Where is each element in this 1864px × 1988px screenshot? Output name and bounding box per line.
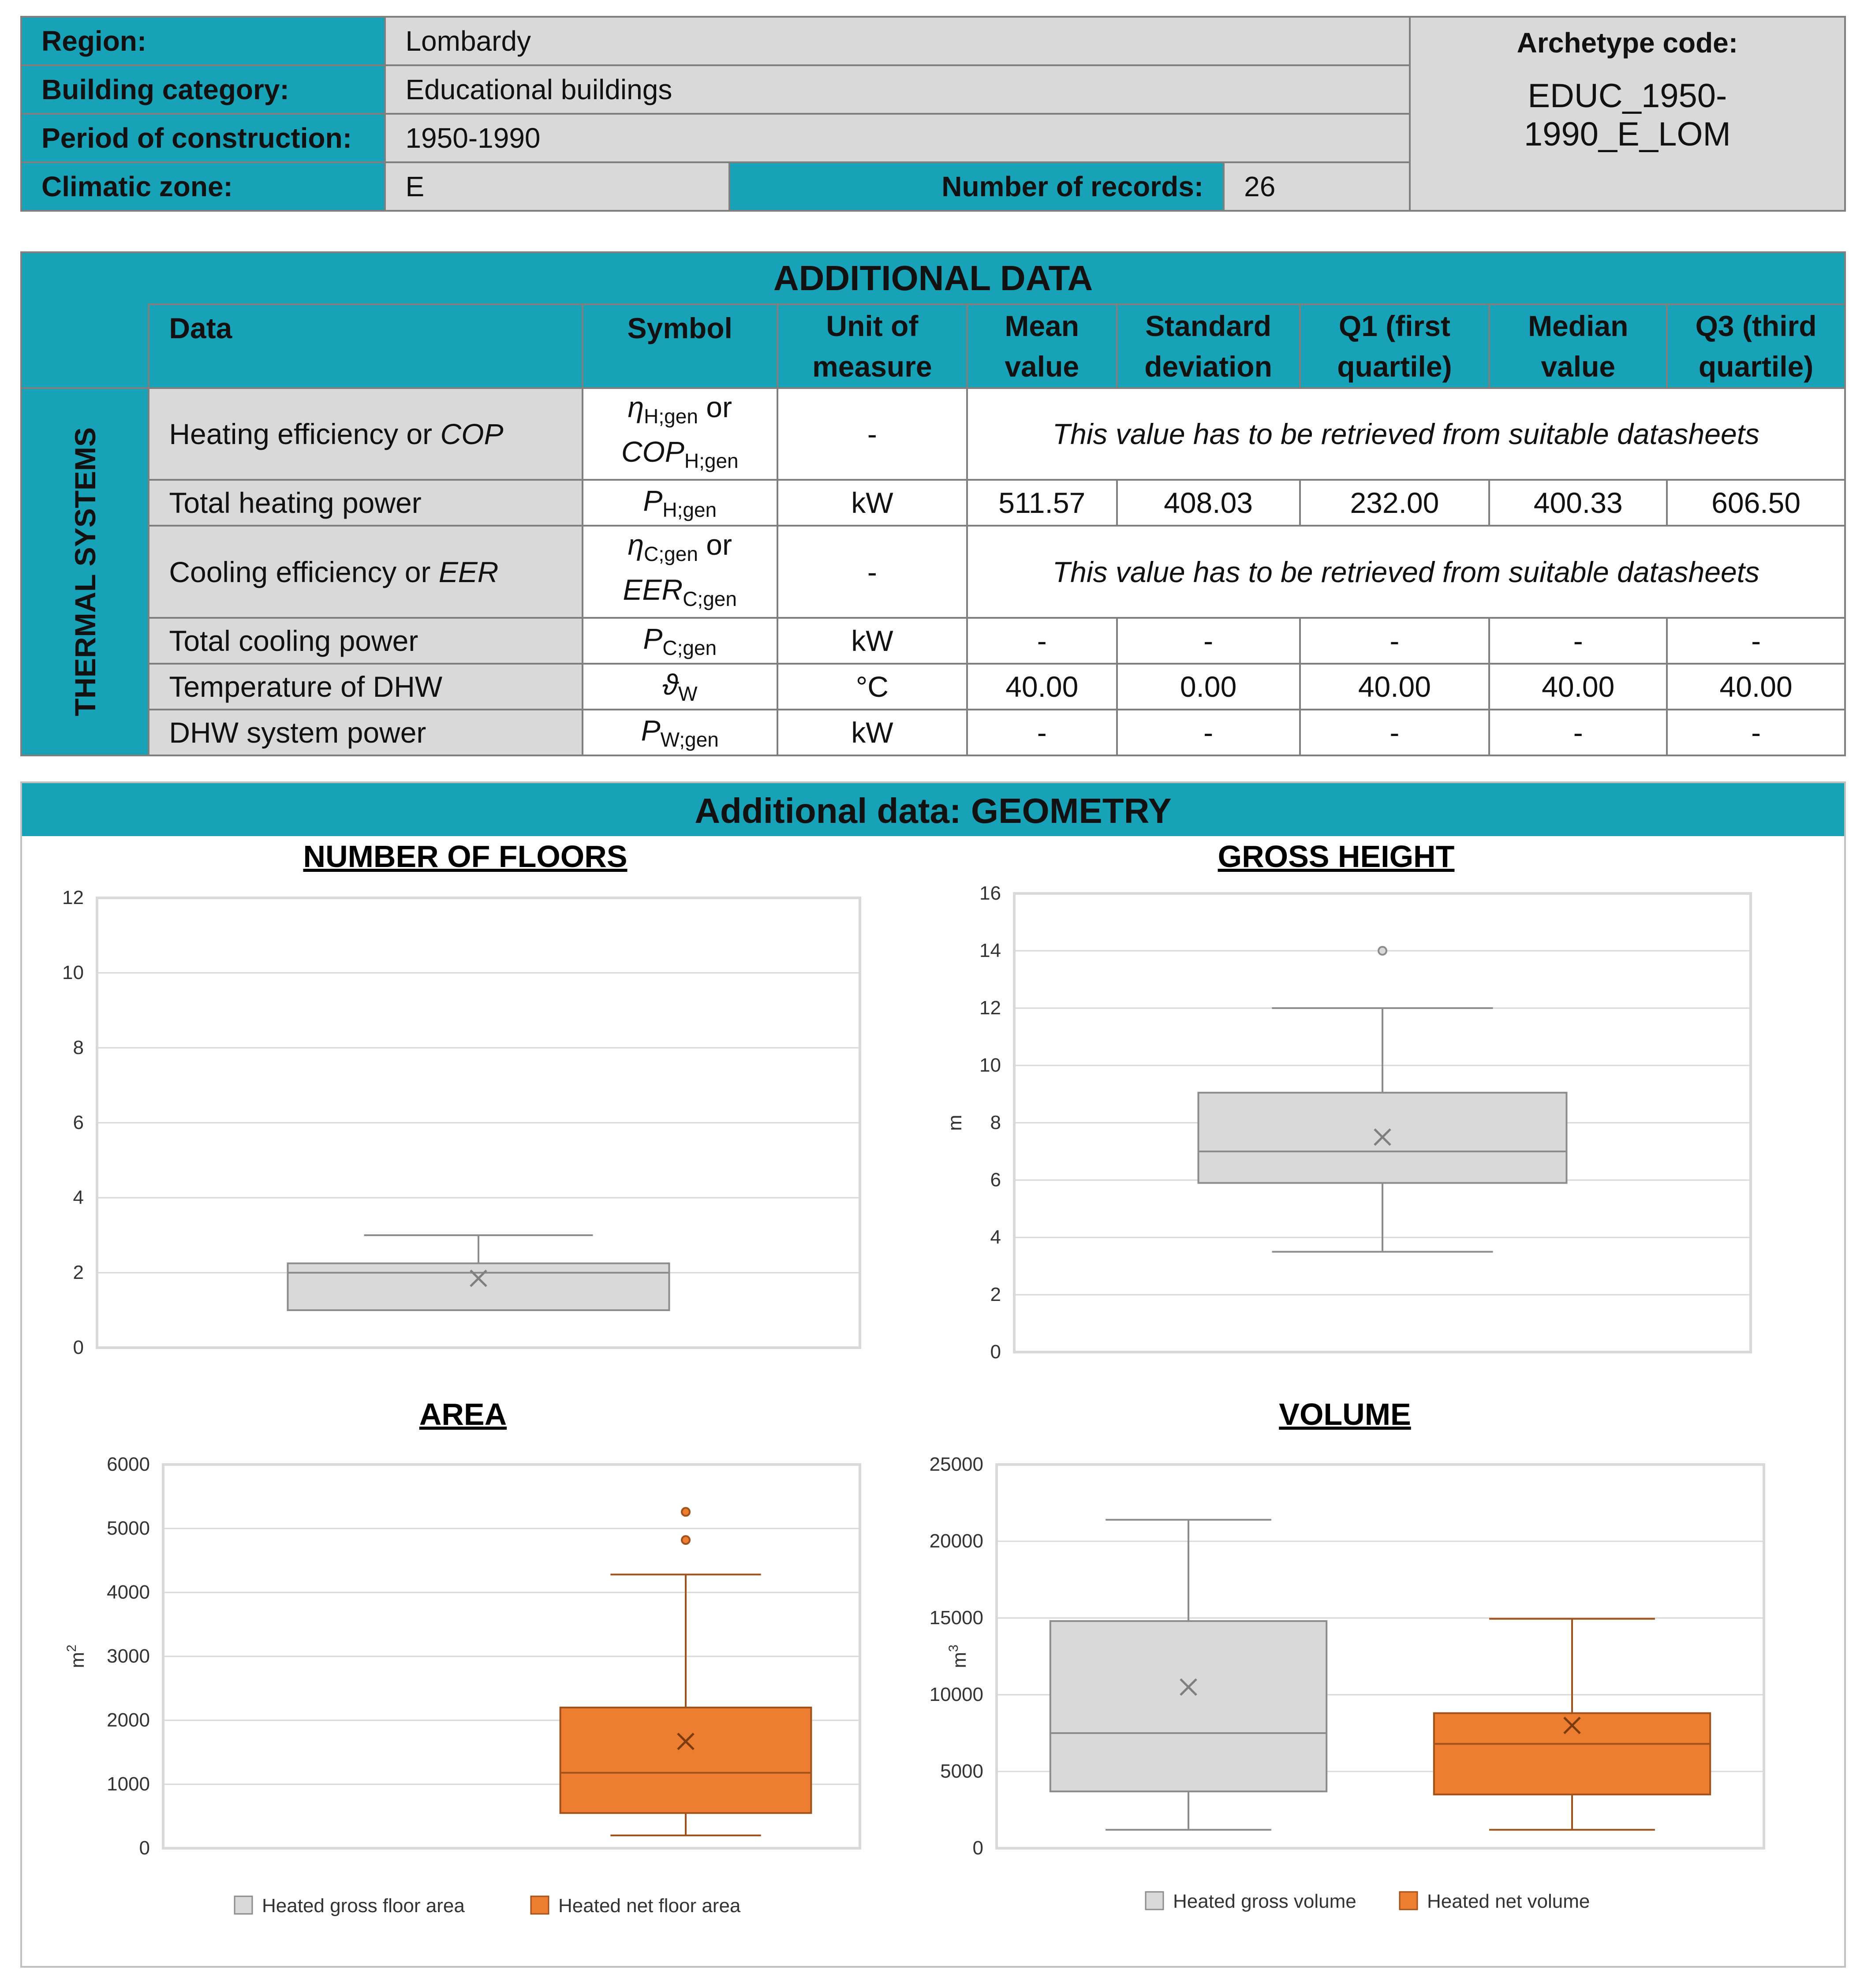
- records-label: Number of records:: [729, 162, 1224, 211]
- y-tick-label: 6000: [107, 1454, 150, 1475]
- y-tick-label: 16: [979, 882, 1001, 904]
- geometry-title: Additional data: GEOMETRY: [22, 783, 1844, 836]
- period-value: 1950-1990: [385, 114, 1409, 162]
- row-heating-power-q3: 606.50: [1667, 480, 1845, 526]
- y-tick-label: 5000: [107, 1517, 150, 1539]
- period-label: Period of construction:: [21, 114, 385, 162]
- row-dhw-temperature-q1: 40.00: [1300, 664, 1490, 710]
- y-tick-label: 0: [990, 1341, 1001, 1363]
- row-cooling-power-q3: -: [1667, 618, 1845, 664]
- chart-legend: [1146, 1891, 1590, 1912]
- row-heating-power-unit: kW: [777, 480, 967, 526]
- y-tick-label: 4: [73, 1187, 84, 1208]
- row-dhw-power-mean: -: [967, 710, 1117, 755]
- row-cooling-efficiency-note: This value has to be retrieved from suitable datasheets: [967, 526, 1845, 617]
- y-tick-label: 12: [62, 887, 84, 908]
- row-dhw-power-unit: kW: [777, 710, 967, 755]
- y-tick-label: 10: [979, 1054, 1001, 1076]
- row-dhw-temperature-name: Temperature of DHW: [149, 664, 582, 710]
- legend-label: Heated net volume: [1427, 1891, 1590, 1912]
- y-tick-label: 12: [979, 997, 1001, 1019]
- col-header-std: Standard deviation: [1117, 304, 1300, 388]
- y-tick-label: 5000: [940, 1760, 983, 1782]
- building-category-value: Educational buildings: [385, 65, 1409, 114]
- row-cooling-power-symbol: $P_{C;gen}$: [583, 618, 777, 664]
- col-header-median: Median value: [1489, 304, 1667, 388]
- row-cooling-power-std: -: [1117, 618, 1300, 664]
- y-tick-label: 2000: [107, 1709, 150, 1731]
- row-dhw-temperature-q3: 40.00: [1667, 664, 1845, 710]
- row-dhw-power-symbol: $P_{W;gen}$: [583, 710, 777, 755]
- y-axis-label: $m^2$: [64, 1644, 88, 1668]
- row-heating-efficiency-symbol: $\eta_{H;gen}$ or $COP_{H;gen}$: [583, 388, 777, 480]
- y-tick-label: 4000: [107, 1581, 150, 1603]
- row-dhw-power-median: -: [1489, 710, 1667, 755]
- archetype-header-table: [20, 16, 1846, 212]
- row-dhw-power-q3: -: [1667, 710, 1845, 755]
- row-cooling-power-mean: -: [967, 618, 1117, 664]
- y-tick-label: 10000: [929, 1684, 983, 1705]
- box-iqr: [1050, 1621, 1326, 1791]
- row-cooling-power-q1: -: [1300, 618, 1490, 664]
- box-iqr: [560, 1708, 811, 1813]
- row-dhw-temperature-mean: 40.00: [967, 664, 1117, 710]
- additional-data-table: [20, 251, 1846, 756]
- row-heating-power-median: 400.33: [1489, 480, 1667, 526]
- col-header-q1: Q1 (first quartile): [1300, 304, 1490, 388]
- chart-legend: [235, 1895, 741, 1917]
- geometry-charts: [22, 836, 1844, 1965]
- col-header-q3: Q3 (third quartile): [1667, 304, 1845, 388]
- row-dhw-temperature-symbol: $ϑ_W$: [583, 664, 777, 710]
- additional-data-title: ADDITIONAL DATA: [21, 252, 1845, 304]
- y-tick-label: 6: [990, 1169, 1001, 1191]
- chart-number-of-floors: [62, 839, 860, 1358]
- row-cooling-power-unit: kW: [777, 618, 967, 664]
- y-tick-label: 0: [972, 1837, 983, 1859]
- archetype-code-value: EDUC_1950-1990_E_LOM: [1524, 77, 1731, 153]
- chart-volume: [930, 1397, 1764, 1912]
- y-tick-label: 4: [990, 1226, 1001, 1248]
- row-cooling-power-median: -: [1489, 618, 1667, 664]
- row-heating-power-symbol: $P_{H;gen}$: [583, 480, 777, 526]
- row-dhw-temperature-std: 0.00: [1117, 664, 1300, 710]
- chart-title: NUMBER OF FLOORS: [303, 839, 628, 874]
- row-heating-efficiency-name: Heating efficiency or COP: [149, 388, 582, 480]
- y-tick-label: 8: [990, 1112, 1001, 1133]
- y-tick-label: 14: [979, 940, 1001, 961]
- row-cooling-efficiency-unit: -: [777, 526, 967, 617]
- geometry-panel: [20, 781, 1846, 1968]
- y-tick-label: 25000: [929, 1454, 983, 1475]
- box-iqr: [288, 1263, 669, 1310]
- col-header-data: Data: [149, 304, 582, 388]
- row-heating-efficiency-unit: -: [777, 388, 967, 480]
- y-tick-label: 8: [73, 1037, 84, 1058]
- chart-gross-height: [944, 839, 1751, 1363]
- chart-title: GROSS HEIGHT: [1218, 839, 1455, 874]
- region-value: Lombardy: [385, 17, 1409, 65]
- y-axis-label: $m^3$: [946, 1644, 970, 1668]
- thermal-systems-label: THERMAL SYSTEMS: [68, 427, 101, 716]
- row-heating-power-std: 408.03: [1117, 480, 1300, 526]
- col-header-mean: Mean value: [967, 304, 1117, 388]
- y-tick-label: 1000: [107, 1773, 150, 1795]
- legend-label: Heated gross volume: [1173, 1891, 1356, 1912]
- outlier-point: [682, 1508, 690, 1516]
- y-tick-label: 3000: [107, 1645, 150, 1667]
- y-tick-label: 0: [73, 1337, 84, 1358]
- row-heating-power-mean: 511.57: [967, 480, 1117, 526]
- row-heating-efficiency-note: This value has to be retrieved from suitable datasheets: [967, 388, 1845, 480]
- climatic-zone-value: E: [385, 162, 729, 211]
- row-heating-power-name: Total heating power: [149, 480, 582, 526]
- legend-swatch: [1400, 1892, 1417, 1910]
- legend-label: Heated net floor area: [558, 1895, 741, 1917]
- y-tick-label: 15000: [929, 1607, 983, 1629]
- y-tick-label: 6: [73, 1112, 84, 1133]
- y-axis-label: m: [944, 1114, 966, 1131]
- building-category-label: Building category:: [21, 65, 385, 114]
- chart-title: VOLUME: [1279, 1397, 1411, 1431]
- row-cooling-power-name: Total cooling power: [149, 618, 582, 664]
- y-tick-label: 2: [73, 1262, 84, 1283]
- y-tick-label: 20000: [929, 1530, 983, 1552]
- records-value: 26: [1224, 162, 1410, 211]
- y-tick-label: 2: [990, 1284, 1001, 1305]
- y-tick-label: 10: [62, 962, 84, 983]
- corner-cell: [21, 304, 149, 388]
- legend-swatch: [235, 1896, 252, 1914]
- climatic-zone-label: Climatic zone:: [21, 162, 385, 211]
- thermal-systems-section: [21, 388, 149, 755]
- row-dhw-power-name: DHW system power: [149, 710, 582, 755]
- region-label: Region:: [21, 17, 385, 65]
- outlier-point: [1378, 947, 1386, 955]
- archetype-code-cell: [1410, 17, 1845, 211]
- legend-label: Heated gross floor area: [262, 1895, 465, 1917]
- y-tick-label: 0: [139, 1837, 150, 1859]
- legend-swatch: [1146, 1892, 1163, 1910]
- chart-title: AREA: [419, 1397, 507, 1431]
- chart-area: [64, 1397, 860, 1917]
- row-dhw-power-q1: -: [1300, 710, 1490, 755]
- outlier-point: [682, 1536, 690, 1544]
- row-dhw-power-std: -: [1117, 710, 1300, 755]
- row-heating-power-q1: 232.00: [1300, 480, 1490, 526]
- row-dhw-temperature-median: 40.00: [1489, 664, 1667, 710]
- row-cooling-efficiency-name: Cooling efficiency or EER: [149, 526, 582, 617]
- col-header-symbol: Symbol: [583, 304, 777, 388]
- row-dhw-temperature-unit: °C: [777, 664, 967, 710]
- archetype-code-label: Archetype code:: [1517, 27, 1738, 59]
- col-header-unit: Unit of measure: [777, 304, 967, 388]
- row-cooling-efficiency-symbol: $\eta_{C;gen}$ or $EER_{C;gen}$: [583, 526, 777, 617]
- legend-swatch: [531, 1896, 549, 1914]
